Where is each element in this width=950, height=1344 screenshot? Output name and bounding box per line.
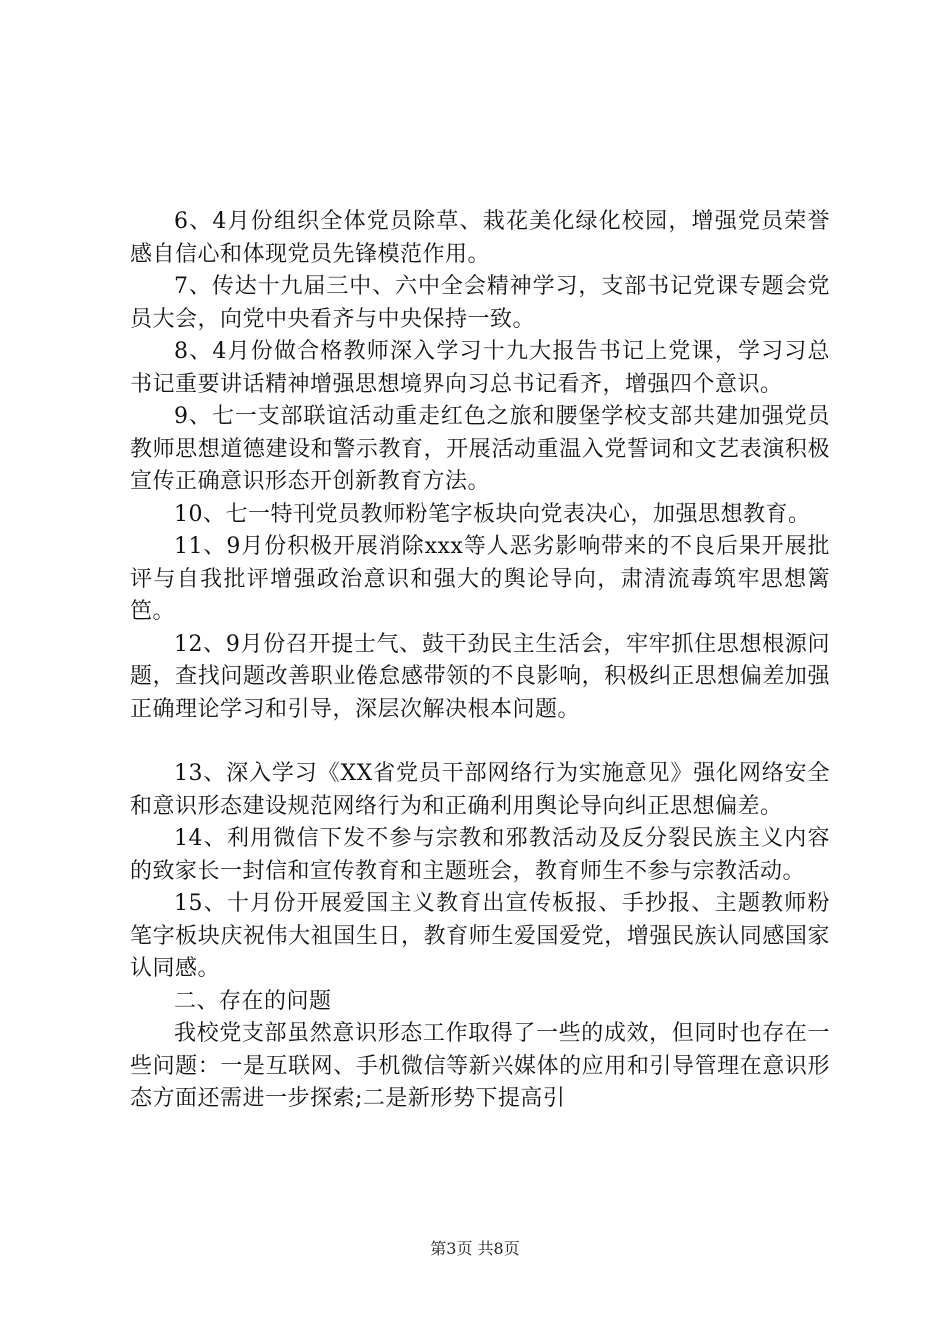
paragraph-item-15: 15、十月份开展爱国主义教育出宣传板报、手抄报、主题教师粉笔字板块庆祝伟大祖国生日，教育师生爱国爱党，增强民族认同感国家认同感。 [130,891,830,981]
paragraph-item-7: 7、传达十九届三中、六中全会精神学习，支部书记党课专题会党员大会，向党中央看齐与中央保持一致。 [130,274,830,332]
paragraph-item-6: 6、4月份组织全体党员除草、栽花美化绿化校园，增强党员荣誉感自信心和体现党员先锋模范作用。 [130,209,830,267]
paragraph-item-8: 8、4月份做合格教师深入学习十九大报告书记上党课，学习习总书记重要讲话精神增强思想境界向习总书记看齐，增强四个意识。 [130,339,830,397]
page-number: 第3页 共8页 [430,1239,520,1258]
paragraph-item-13: 13、深入学习《XX省党员干部网络行为实施意见》强化网络安全和意识形态建设规范网络行为和正确利用舆论导向纠正思想偏差。 [130,761,830,819]
section-heading-problems: 二、存在的问题 [174,988,332,1014]
document-body [130,206,830,1116]
paragraph-item-11: 11、9月份积极开展消除xxx等人恶劣影响带来的不良后果开展批评与自我批评增强政治意识和强大的舆论导向，肃清流毒筑牢思想篱笆。 [130,534,830,624]
paragraph-problems: 我校党支部虽然意识形态工作取得了一些的成效，但同时也存在一些问题：一是互联网、手机微信等新兴媒体的应用和引导管理在意识形态方面还需进一步探索;二是新形势下提高引 [130,1021,830,1111]
paragraph-item-9: 9、七一支部联谊活动重走红色之旅和腰堡学校支部共建加强党员教师思想道德建设和警示教育，开展活动重温入党誓词和文艺表演积极宣传正确意识形态开创新教育方法。 [130,404,830,494]
paragraph-item-12: 12、9月份召开提士气、鼓干劲民主生活会，牢牢抓住思想根源问题，查找问题改善职业倦怠感带领的不良影响，积极纠正思想偏差加强正确理论学习和引导，深层次解决根本问题。 [130,631,830,722]
paragraph-item-14: 14、利用微信下发不参与宗教和邪教活动及反分裂民族主义内容的致家长一封信和宣传教育和主题班会，教育师生不参与宗教活动。 [130,826,830,884]
paragraph-item-10: 10、七一特刊党员教师粉笔字板块向党表决心，加强思想教育。 [174,501,811,527]
